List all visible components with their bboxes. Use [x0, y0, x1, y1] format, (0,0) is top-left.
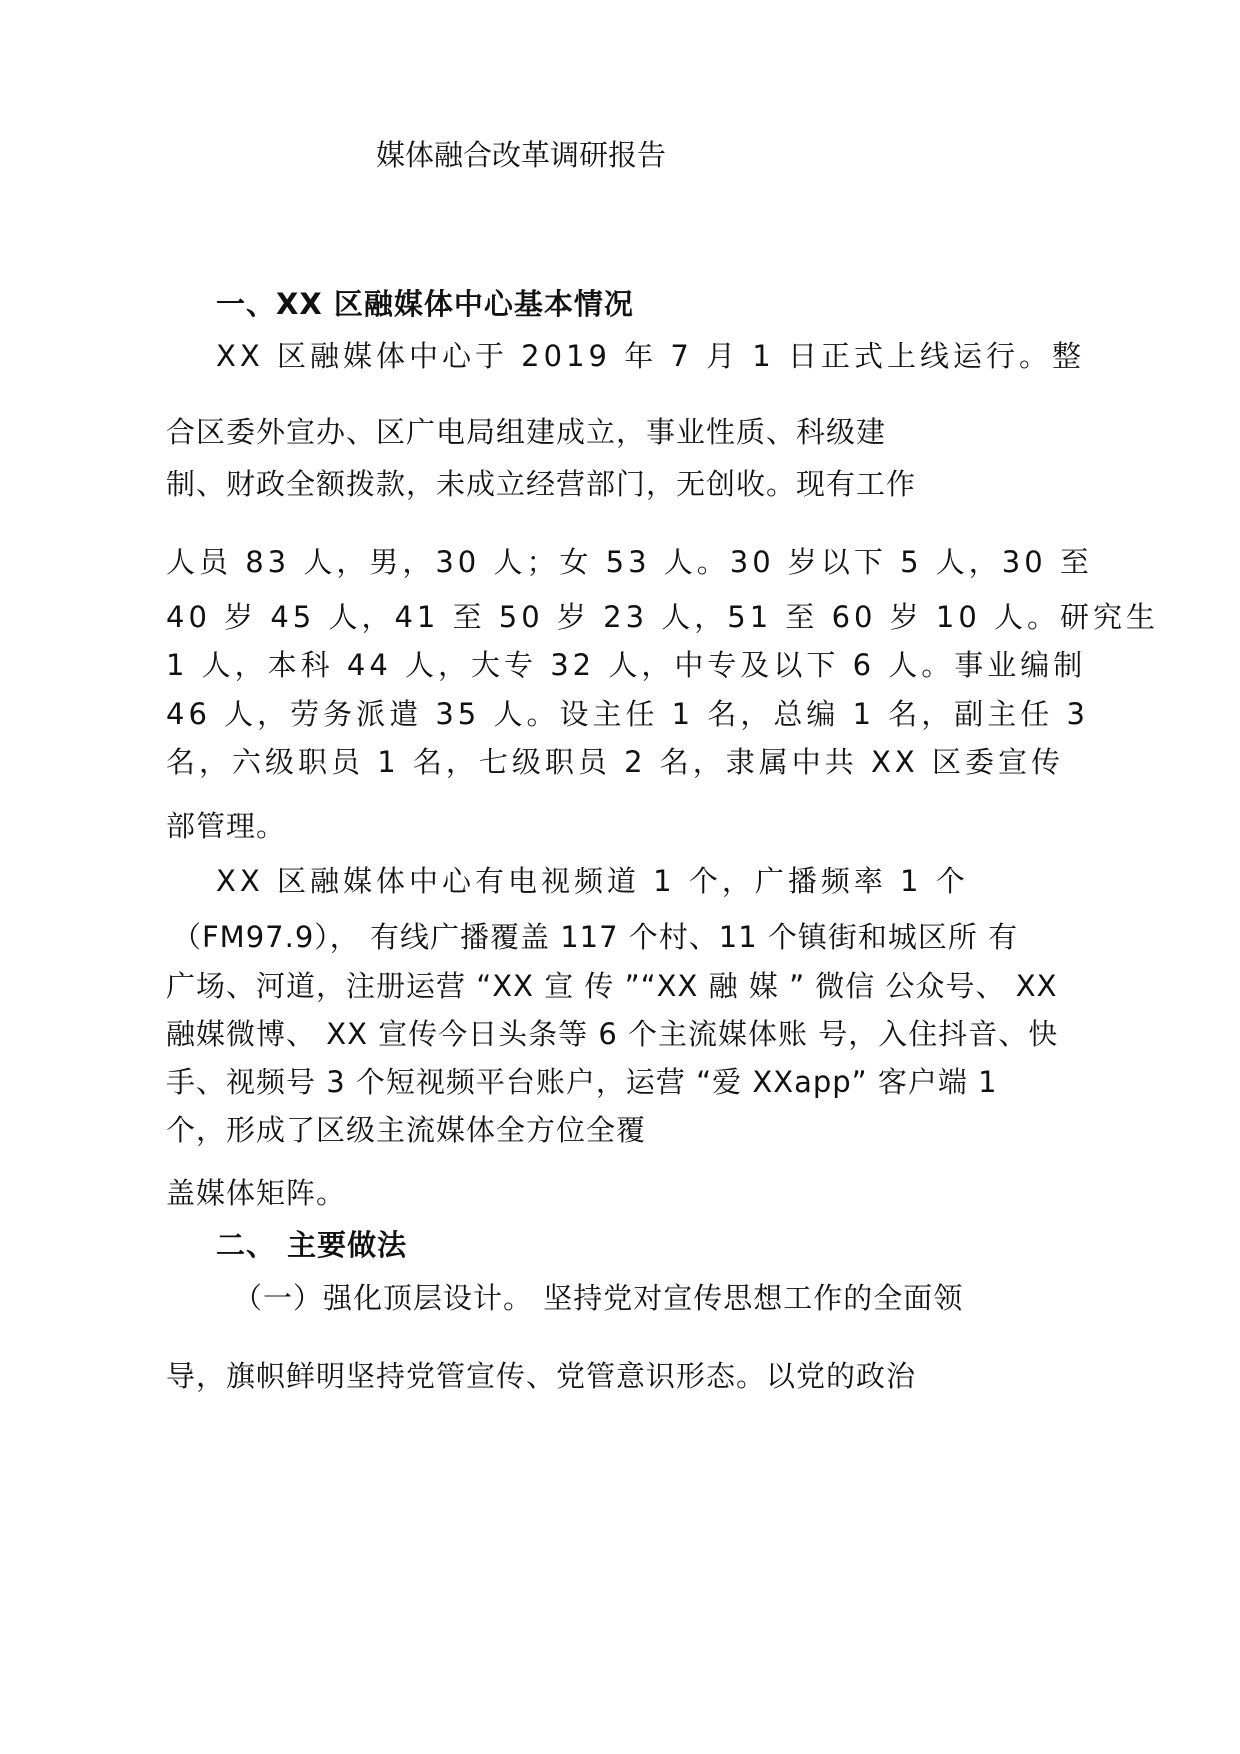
- section-heading-2: 二、 主要做法: [216, 1228, 408, 1262]
- paragraph-line: 40 岁 45 人，41 至 50 岁 23 人，51 至 60 岁 10 人。研究生: [166, 600, 1160, 634]
- paragraph-line: （FM97.9）， 有线广播覆盖 117 个村、11 个镇街和城区所 有: [172, 920, 1019, 954]
- paragraph-line: 人员 83 人，男，30 人；女 53 人。30 岁以下 5 人，30 至: [166, 545, 1093, 579]
- paragraph-line: 46 人，劳务派遣 35 人。设主任 1 名，总编 1 名，副主任 3: [166, 697, 1089, 731]
- paragraph-line: 个，形成了区级主流媒体全方位全覆: [166, 1113, 647, 1147]
- paragraph-line: 导，旗帜鲜明坚持党管宣传、党管意识形态。以党的政治: [166, 1359, 917, 1393]
- section-heading-1: 一、XX 区融媒体中心基本情况: [216, 287, 634, 321]
- paragraph-line: （一）强化顶层设计。 坚持党对宣传思想工作的全面领: [233, 1281, 964, 1315]
- paragraph-line: 广场、河道，注册运营 “XX 宣 传 ”“XX 融 媒 ” 微信 公众号、 XX: [166, 969, 1058, 1003]
- paragraph-line: 融媒微博、 XX 宣传今日头条等 6 个主流媒体账 号，入住抖音、快: [166, 1017, 1059, 1051]
- paragraph-line: 制、财政全额拨款，未成立经营部门，无创收。现有工作: [166, 467, 917, 501]
- paragraph-line: 手、视频号 3 个短视频平台账户，运营 “爱 XXapp” 客户端 1: [166, 1065, 998, 1099]
- paragraph-line: 合区委外宣办、区广电局组建成立，事业性质、科级建: [166, 415, 887, 449]
- paragraph-line: 部管理。: [166, 809, 287, 843]
- paragraph-line: XX 区融媒体中心于 2019 年 7 月 1 日正式上线运行。整: [216, 339, 1085, 373]
- paragraph-line: XX 区融媒体中心有电视频道 1 个，广播频率 1 个: [216, 864, 969, 898]
- paragraph-line: 盖媒体矩阵。: [166, 1176, 347, 1210]
- paragraph-line: 1 人，本科 44 人，大专 32 人，中专及以下 6 人。事业编制: [166, 648, 1087, 682]
- paragraph-line: 名，六级职员 1 名，七级职员 2 名，隶属中共 XX 区委宣传: [166, 745, 1064, 779]
- document-title: 媒体融合改革调研报告: [376, 138, 667, 172]
